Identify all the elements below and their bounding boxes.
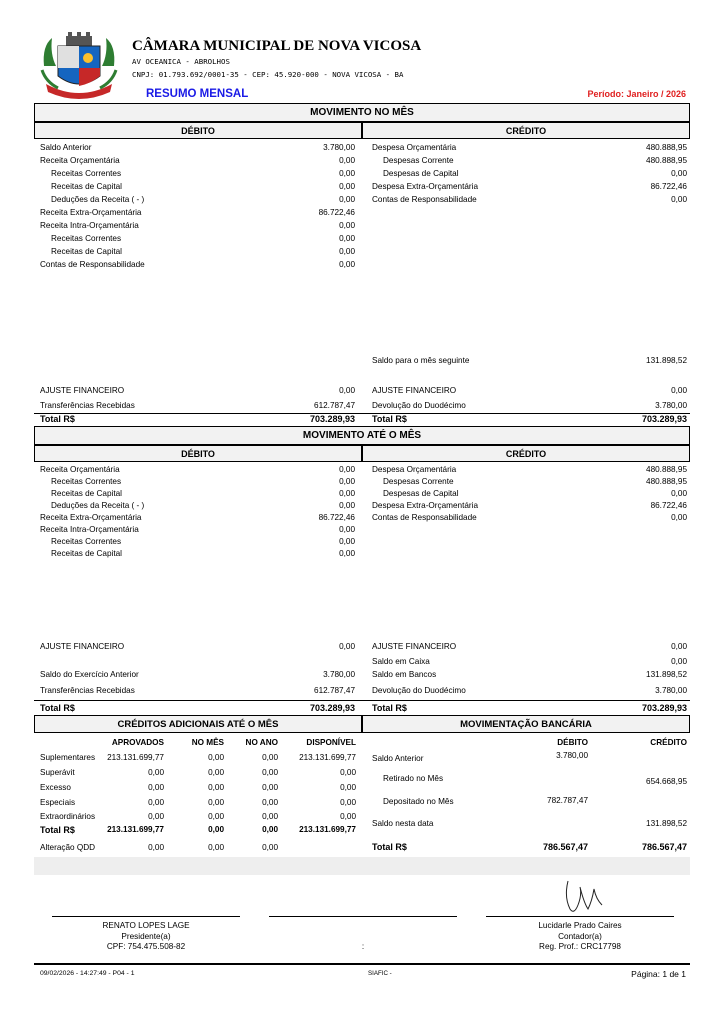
signature-left	[52, 921, 240, 953]
col-no-ano: NO ANO	[245, 738, 278, 747]
list-item: Receita Extra-Orçamentária 86.722,46	[40, 208, 355, 217]
signature-right	[486, 921, 674, 953]
report-title: RESUMO MENSAL	[146, 88, 249, 100]
signer-name: RENATO LOPES LAGE	[102, 921, 190, 930]
list-item: Receitas Correntes 0,00	[51, 234, 355, 243]
list-item: Despesas Corrente 480.888,95	[383, 156, 687, 165]
list-item: Despesa Orçamentária 480.888,95	[372, 465, 687, 474]
table-row: Suplementares 213.131.699,77 0,00 0,00 213.131.699,77	[40, 753, 356, 762]
table-row: Extraordinários 0,00 0,00 0,00 0,00	[40, 812, 356, 821]
list-item: Receita Orçamentária 0,00	[40, 156, 355, 165]
ate-debito-ajuste: AJUSTE FINANCEIRO 0,00	[40, 642, 355, 651]
report-period: Período: Janeiro / 2026	[587, 89, 686, 99]
col-disponivel: DISPONÍVEL	[306, 738, 356, 747]
signature-line-right	[486, 916, 674, 917]
mes-credito-devolucao: Devolução do Duodécimo 3.780,00	[372, 401, 687, 410]
list-item: Receitas Correntes 0,00	[51, 169, 355, 178]
col-no-mes: NO MÊS	[191, 738, 224, 747]
list-item: Contas de Responsabilidade 0,00	[372, 195, 687, 204]
list-item: Receita Extra-Orçamentária 86.722,46	[40, 513, 355, 522]
org-name: CÂMARA MUNICIPAL DE NOVA VICOSA	[132, 38, 422, 54]
section-movimento-ate-mes: MOVIMENTO ATÉ O MÊS	[34, 426, 690, 445]
list-item: Despesas Corrente 480.888,95	[383, 477, 687, 486]
org-cnpj: CNPJ: 01.793.692/0001-35 - CEP: 45.920-000 - NOVA VICOSA - BA	[132, 70, 404, 79]
signature-middle	[269, 942, 457, 951]
list-item: Despesas de Capital 0,00	[383, 169, 687, 178]
list-item: Contas de Responsabilidade 0,00	[40, 260, 355, 269]
gray-band	[34, 857, 690, 875]
ate-total-credito: Total R$ 703.289,93	[372, 703, 687, 713]
table-row: Saldo nesta data 131.898,52	[372, 819, 687, 828]
list-item: Despesas de Capital 0,00	[383, 489, 687, 498]
section-movimento-mes: MOVIMENTO NO MÊS	[34, 103, 690, 122]
list-item: Receitas de Capital 0,00	[51, 247, 355, 256]
signature-line-middle	[269, 916, 457, 917]
ate-credito-bancos: Saldo em Bancos 131.898,52	[372, 670, 687, 679]
list-item: Despesa Extra-Orçamentária 86.722,46	[372, 501, 687, 510]
list-item: Receitas de Capital 0,00	[51, 549, 355, 558]
footer-timestamp: 09/02/2026 - 14:27:49 - P04 - 1	[40, 970, 135, 977]
ate-credito-header: CRÉDITO	[362, 445, 690, 462]
signature-scribble	[560, 875, 610, 917]
signer-doc: Reg. Prof.: CRC17798	[539, 942, 621, 951]
org-address: AV OCEANICA - ABROLHOS	[132, 57, 230, 66]
ate-debito-header: DÉBITO	[34, 445, 362, 462]
list-item: Deduções da Receita ( - ) 0,00	[51, 501, 355, 510]
ate-debito-transferencias: Transferências Recebidas 612.787,47	[40, 686, 355, 695]
list-item: Receita Intra-Orçamentária 0,00	[40, 525, 355, 534]
table-row: Especiais 0,00 0,00 0,00 0,00	[40, 798, 356, 807]
movimentacao-bancaria-header: MOVIMENTAÇÃO BANCÁRIA	[362, 715, 690, 733]
table-row-alteracao: Alteração QDD 0,00 0,00 0,00	[40, 843, 278, 852]
table-header-row: DÉBITO CRÉDITO	[557, 738, 687, 747]
list-item: Receitas de Capital 0,00	[51, 489, 355, 498]
signer-doc: CPF: 754.475.508-82	[106, 942, 186, 951]
list-item: Receitas de Capital 0,00	[51, 182, 355, 191]
signature-line-left	[52, 916, 240, 917]
list-item: Receita Intra-Orçamentária 0,00	[40, 221, 355, 230]
list-item: Contas de Responsabilidade 0,00	[372, 513, 687, 522]
list-item: Despesa Extra-Orçamentária 86.722,46	[372, 182, 687, 191]
signer-name: Lucidarle Prado Caires	[538, 921, 622, 930]
coat-of-arms-logo	[38, 32, 120, 102]
table-row: Saldo Anterior 3.780,00	[372, 751, 588, 763]
list-item: Receita Orçamentária 0,00	[40, 465, 355, 474]
mes-debito-ajuste: AJUSTE FINANCEIRO 0,00	[40, 386, 355, 395]
movimentacao-bancaria-table	[372, 737, 687, 857]
footer-system: SIAFIC -	[368, 970, 392, 977]
list-item: Despesa Orçamentária 480.888,95	[372, 143, 687, 152]
mes-saldo-seguinte: Saldo para o mês seguinte 131.898,52	[372, 356, 687, 365]
mes-total-debito: Total R$ 703.289,93	[40, 414, 355, 424]
creditos-adicionais-header: CRÉDITOS ADICIONAIS ATÉ O MÊS	[34, 715, 362, 733]
signer-role: Presidente(a)	[121, 931, 171, 941]
divider	[34, 700, 690, 701]
mes-debito-transferencias: Transferências Recebidas 612.787,47	[40, 401, 355, 410]
ate-credito-ajuste: AJUSTE FINANCEIRO 0,00	[372, 642, 687, 651]
signer-doc: :	[361, 942, 365, 951]
table-row: Retirado no Mês 654.668,95	[383, 774, 687, 786]
list-item: Receitas Correntes 0,00	[51, 537, 355, 546]
signer-role: Contador(a)	[558, 931, 602, 941]
table-total-row: Total R$ 786.567,47 786.567,47	[372, 842, 687, 852]
ate-credito-devolucao: Devolução do Duodécimo 3.780,00	[372, 686, 687, 695]
table-row: Depositado no Mês 782.787,47	[383, 796, 588, 806]
table-total-row: Total R$ 213.131.699,77 0,00 0,00 213.131.699,77	[40, 825, 356, 835]
footer-page: Página: 1 de 1	[631, 969, 686, 979]
list-item: Deduções da Receita ( - ) 0,00	[51, 195, 355, 204]
mes-credito-header: CRÉDITO	[362, 122, 690, 139]
table-row: Excesso 0,00 0,00 0,00 0,00	[40, 783, 356, 792]
col-aprovados: APROVADOS	[111, 738, 164, 747]
creditos-adicionais-table	[40, 737, 358, 857]
ate-total-debito: Total R$ 703.289,93	[40, 703, 355, 713]
ate-debito-saldo-exercicio: Saldo do Exercício Anterior 3.780,00	[40, 670, 355, 679]
table-row: Superávit 0,00 0,00 0,00 0,00	[40, 768, 356, 777]
mes-total-credito: Total R$ 703.289,93	[372, 414, 687, 424]
table-header-row	[40, 737, 358, 749]
mes-debito-header: DÉBITO	[34, 122, 362, 139]
mes-credito-ajuste: AJUSTE FINANCEIRO 0,00	[372, 386, 687, 395]
list-item: Receitas Correntes 0,00	[51, 477, 355, 486]
ate-credito-caixa: Saldo em Caixa 0,00	[372, 657, 687, 666]
footer-divider	[34, 963, 690, 965]
list-item: Saldo Anterior 3.780,00	[40, 143, 355, 152]
